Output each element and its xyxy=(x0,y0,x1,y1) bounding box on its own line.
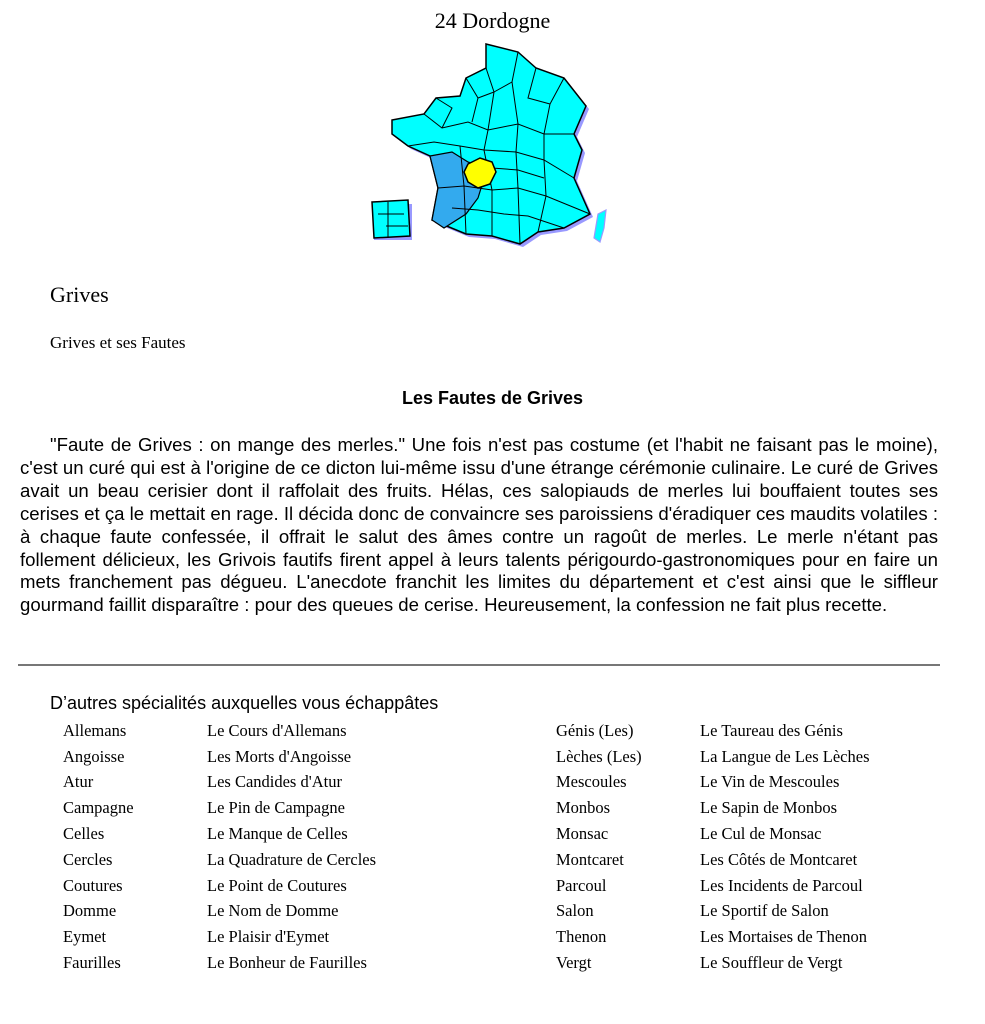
town-name: Thenon xyxy=(556,927,607,947)
specialty-row xyxy=(556,924,870,950)
town-name: Mescoules xyxy=(556,772,627,792)
specialty-row xyxy=(556,770,870,796)
town-name: Angoisse xyxy=(63,746,125,766)
article-title: Les Fautes de Grives xyxy=(401,388,584,408)
specialty-name: Le Vin de Mescoules xyxy=(700,772,840,792)
town-name: Cercles xyxy=(63,849,113,869)
specialty-row xyxy=(556,821,870,847)
town-name: Campagne xyxy=(63,798,134,818)
specialty-name: Le Nom de Domme xyxy=(207,901,339,921)
specialty-row xyxy=(63,718,376,744)
specialty-name: Le Plaisir d'Eymet xyxy=(207,927,330,947)
town-name: Lèches (Les) xyxy=(556,746,642,766)
specialty-name: La Langue de Les Lèches xyxy=(700,746,870,766)
specialty-row xyxy=(63,847,376,873)
town-name: Faurilles xyxy=(63,953,121,973)
france-departments-map-icon xyxy=(368,38,624,256)
town-name: Vergt xyxy=(556,953,592,973)
town-name: Allemans xyxy=(63,720,127,740)
article-body: "Faute de Grives : on mange des merles." Une fois n'est pas costume (et l'habit ne faisant pas le moine), c'est un curé qui est à l'origine de ce dicton lui-même issu d'une étrange cérémonie culinaire. Le curé de Grives avait un beau cerisier dont il raffolait des fruits. Hélas, ces salopiauds de merles lui bouffaient toutes ses cerises et ça le mettait en rage. Il décida donc de convaincre ses paroissiens d'éradiquer ces maudits volatiles : à chaque faute confessée, il offrait le salut des âmes contre un ragoût de merles. Le merle n'étant pas follement délicieux, les Grivois fautifs firent appel à leurs talents périgourdo-gastronomiques pour en faire un mets franchement pas dégueu. L'anecdote franchit les limites du département et c'est ainsi que le siffleur gourmand faillit disparaître : pour des queues de cerise. Heureusement, la confession ne fait plus recette. xyxy=(20,434,938,616)
specialty-row xyxy=(63,821,376,847)
specialty-name: Le Cul de Monsac xyxy=(700,824,822,844)
specialty-row xyxy=(556,899,870,925)
town-name: Salon xyxy=(556,901,594,921)
town-name: Monsac xyxy=(556,824,609,844)
specialty-row xyxy=(556,744,870,770)
specialty-name: Les Mortaises de Thenon xyxy=(700,927,867,947)
department-title: 24 Dordogne xyxy=(434,8,551,33)
specialty-row xyxy=(63,924,376,950)
specialty-row xyxy=(556,950,870,976)
specialty-name: La Quadrature de Cercles xyxy=(207,849,377,869)
specialties-table-right xyxy=(556,718,870,976)
specialty-name: Les Incidents de Parcoul xyxy=(700,875,863,895)
town-name: Montcaret xyxy=(556,849,624,869)
specialty-name: Les Côtés de Montcaret xyxy=(700,849,858,869)
specialty-row xyxy=(63,770,376,796)
specialty-name: Le Point de Coutures xyxy=(207,875,347,895)
specialty-row xyxy=(63,795,376,821)
specialty-row xyxy=(63,744,376,770)
specialty-row xyxy=(556,847,870,873)
specialty-name: Le Taureau des Génis xyxy=(700,720,843,740)
town-name: Monbos xyxy=(556,798,611,818)
specialty-row xyxy=(556,795,870,821)
specialties-table-left xyxy=(63,718,376,976)
town-name: Eymet xyxy=(63,927,107,947)
town-name: Coutures xyxy=(63,875,123,895)
page-subheading: Grives et ses Fautes xyxy=(50,333,186,352)
other-specialties-title: D’autres spécialités auxquelles vous échappâtes xyxy=(50,693,439,713)
town-name: Génis (Les) xyxy=(556,720,634,740)
divider xyxy=(18,664,940,666)
specialty-row xyxy=(556,718,870,744)
specialty-name: Le Pin de Campagne xyxy=(207,798,345,818)
specialty-name: Le Sapin de Monbos xyxy=(700,798,838,818)
specialty-name: Les Morts d'Angoisse xyxy=(207,746,352,766)
specialty-row xyxy=(63,899,376,925)
town-name: Parcoul xyxy=(556,875,607,895)
specialty-name: Le Bonheur de Faurilles xyxy=(207,953,367,973)
specialty-name: Le Souffleur de Vergt xyxy=(700,953,843,973)
town-name: Celles xyxy=(63,824,105,844)
specialty-name: Le Sportif de Salon xyxy=(700,901,829,921)
specialty-name: Les Candides d'Atur xyxy=(207,772,342,792)
town-name: Atur xyxy=(63,772,94,792)
specialty-row xyxy=(63,950,376,976)
specialty-name: Le Manque de Celles xyxy=(207,824,348,844)
specialty-row xyxy=(556,873,870,899)
specialty-row xyxy=(63,873,376,899)
town-name: Domme xyxy=(63,901,117,921)
page-heading: Grives xyxy=(50,282,109,307)
specialty-name: Le Cours d'Allemans xyxy=(207,720,347,740)
